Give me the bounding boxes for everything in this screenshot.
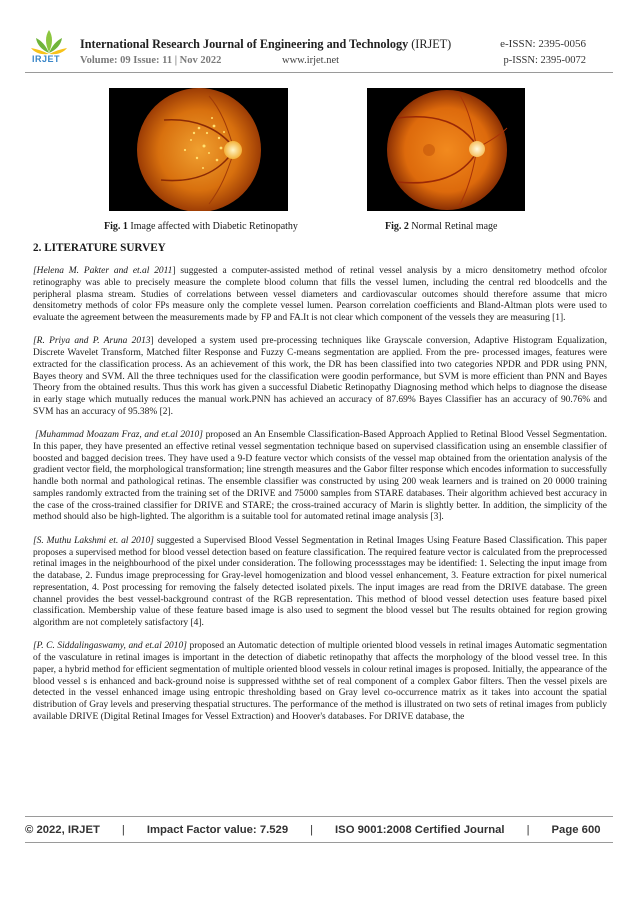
figure-2-caption-text: Normal Retinal mage (408, 221, 498, 232)
paragraph-2-text: ] developed a system used pre-processing techniques like Grayscale conversion, Adaptive Histogram Equalization, Discrete Wavelet Transform, Matched filter Response and Fuzzy C-means segmentation are applied. From the pre- processed images, features were extracted for the classification process. As an achievement of this work, the DR has been classified into two categories NPDR and PDR using PNN, Bayes theory and SVM. All the three techniques used for the classification were goodin performance, but SVM is more efficient than PNN and Bayes Theory from the obtained results. Thus this work has given a successful Diabetic Retinopathy Diagnosing method which helps to diagnose the disease in early stage which mutually reduces the manual work.PNN has achieved an accuracy of 87.69% Bayes Classifier has an accuracy of 90.76% and SVM has an accuracy of 95.38% [2]. (33, 336, 607, 417)
p-issn: p-ISSN: 2395-0072 (503, 55, 586, 66)
footer-divider (25, 816, 613, 817)
footer-page-number: Page 600 (551, 824, 601, 836)
citation-2: [R. Priya and P. Aruna 2013 (33, 336, 151, 347)
journal-title (80, 37, 451, 52)
figure-2-caption (385, 221, 497, 232)
paragraph-1 (33, 266, 607, 325)
e-issn: e-ISSN: 2395-0056 (500, 38, 586, 50)
paragraph-3 (33, 430, 607, 524)
figure-1-label: Fig. 1 (104, 221, 128, 232)
footer-separator: | (310, 824, 314, 836)
journal-name: International Research Journal of Engineering and Technology (80, 37, 409, 51)
volume-issue: Volume: 09 Issue: 11 | Nov 2022 (80, 55, 222, 66)
citation-1: [Helena M. Pakter and et.al 2011 (33, 266, 173, 276)
page-header (0, 0, 638, 80)
footer-impact-factor: Impact Factor value: 7.529 (146, 824, 289, 836)
literature-survey-body (33, 266, 607, 724)
section-heading: 2. LITERATURE SURVEY (33, 242, 166, 254)
paragraph-5 (33, 641, 607, 723)
citation-4: [S. Muthu Lakshmi et. al 2010] (33, 535, 154, 546)
figure-2-image (367, 88, 525, 211)
figure-1-caption (104, 221, 298, 232)
figure-1-caption-text: Image affected with Diabetic Retinopathy (127, 221, 298, 232)
website-link[interactable]: www.irjet.net (282, 55, 340, 66)
footer-separator: | (526, 824, 530, 836)
journal-abbr: (IRJET) (411, 37, 452, 51)
footer-separator: | (121, 824, 125, 836)
paragraph-2 (33, 336, 607, 418)
page-footer (25, 824, 601, 836)
retina-dr-image (109, 88, 288, 211)
footer-bottom-divider (25, 842, 613, 843)
figure-2-label: Fig. 2 (385, 221, 409, 232)
retina-normal-image (367, 88, 525, 211)
header-divider (25, 72, 613, 73)
footer-iso: ISO 9001:2008 Certified Journal (335, 824, 505, 836)
citation-5: [P. C. Siddalingaswamy, and et.al 2010] (33, 641, 187, 652)
paragraph-5-text: proposed an Automatic detection of multiple oriented blood vessels in retinal images Automatic segmentation of the vasculature in retinal images is important in the detection of diabetic retinopathy that affects the morphology of the blood vessel tree. In this paper, a hybrid method for efficient segmentation of multiple oriented blood vessels in colour retinal images is proposed. Initially, the appearance of the blood vessel s is enhanced and back-ground noise is suppressed withthe set of real component of a complex Gabor filters. Then the vessel pixels are detected in the vessel enhanced image using entropic thresholding based on Gray level co-occurrence matrix as it takes into account the spatial distribution of Gray levels and preserving thespatial structures. The performance of the method is illustrated on two sets of retinal images from publicly available DRIVE (Digital Retinal Images for Vessel Extraction) and Hoover's databases. For DRIVE database, the (33, 641, 608, 722)
footer-copyright: © 2022, IRJET (25, 824, 100, 836)
figure-1-image (109, 88, 288, 211)
paragraph-3-text: proposed an An Ensemble Classification-Based Approach Applied to Retinal Blood Vessel Segmentation. In this paper, they have presented an effective retinal vessel segmentation technique based on supervised classification using an ensemble classifier of boosted and bagged decision trees. They have used a 9-D feature vector which consists of the vessel map obtained from the orientation analysis of the gradient vector field, the morphological transformation; line strength measures and the Gabor filter response which encodes information to successfully handle both normal and pathological retinas. The ensemble classifier was constructed by using 200 weak learners and is trained on 20 0000 training samples randomly extracted from the training set of the DRIVE and 75000 samples from STARE databases. Their algorithm achieved best accuracy in the case of the cross-trained classifier for DRIVE and STARE; the cross-trained accuracy of Marin is slightly better. In addition, the simplicity of the method should also be high-lighted. The algorithm is a suitable tool for automated retinal image analysis [3]. (33, 430, 607, 523)
paragraph-4 (33, 536, 607, 630)
paragraph-1-text: ] suggested a computer-assisted method of retinal vessel analysis by a micro densitometry method ofcolor retinography was able to precisely measure the complete blood column that fills the vessel lumen, including the central red bloodcells and the peripheral plasma stream. Studies of correlations between vessel diameters and cardiovascular outcomes should therefore assume that micro densitometry methods of color FPs measure only the complete vessel lumen. Pearson correlation coefficients and Bland-Altman plots were used to evaluate the agreement between the measurements made by FP and FA.It is not clear which component of the vessels they are measuring [1]. (33, 266, 607, 323)
logo-text: IRJET (32, 54, 61, 64)
paragraph-4-text: suggested a Supervised Blood Vessel Segmentation in Retinal Images Using Feature Based Classification. This paper proposes a supervised method for blood vessel detection based on feature classification. The required feature vector is calculated from the preprocessed retinal images in the neighbourhood of the pixel under consideration. The following processstages may be identified: 1. Selecting the input image from the database, 2. Fundus image preprocessing for Gray-level homogenization and blood vessel enhancement, 3. Feature extraction for pixel numerical representation, 4. Post processing for removing the falsely detected isolated pixels. The input images are read from the DRIVE database. The green channel provides the best vessel-background contrast of the RGB representation. This method of blood vessel detection uses feature based pixel classification. Membership value of these feature based image is also used to segment the blood vessel but The results obtained for region growing algorithm are not completely satisfactory [4]. (33, 535, 608, 629)
citation-3: [Muhammad Moazam Fraz, and et.al 2010] (35, 430, 203, 441)
